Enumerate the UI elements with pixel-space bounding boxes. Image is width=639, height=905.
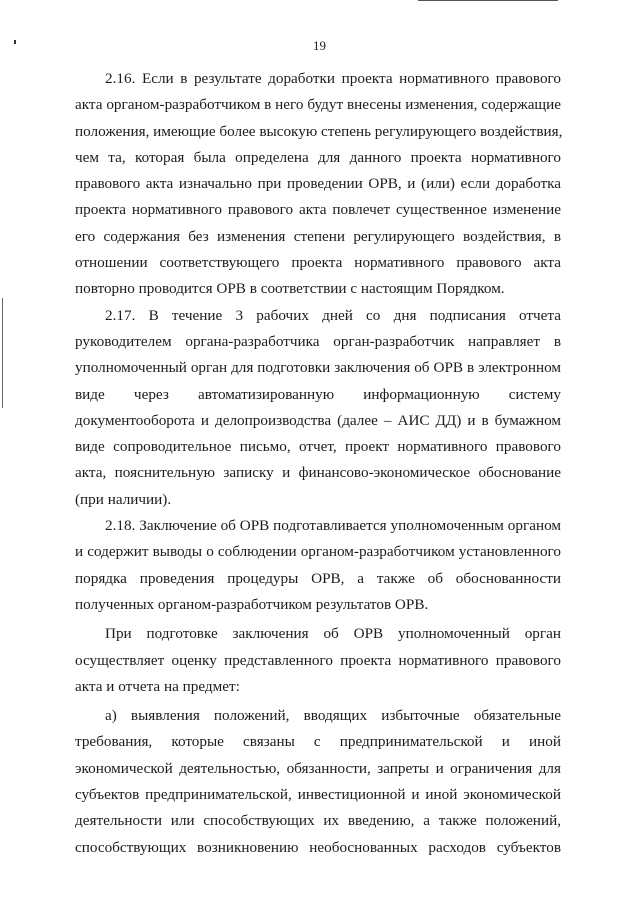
text-line: порядка проведения процедуры ОРВ, а также об обоснованности bbox=[75, 569, 561, 587]
text-line: виде через автоматизированную информационную систему bbox=[75, 385, 561, 403]
paragraph-assessment bbox=[75, 621, 561, 700]
scan-artifact-left-bar bbox=[2, 298, 3, 408]
document-body bbox=[75, 66, 561, 861]
text-line: способствующих возникновению необоснованных расходов субъектов bbox=[75, 838, 561, 856]
text-line: отношении соответствующего проекта нормативного правового акта bbox=[75, 254, 561, 272]
paragraph-2-17 bbox=[75, 303, 561, 513]
text-line: (при наличии). bbox=[75, 490, 172, 508]
text-line: экономической деятельностью, обязанности, запреты и ограничения для bbox=[75, 759, 561, 777]
text-line: виде сопроводительное письмо, отчет, проект нормативного правового bbox=[75, 438, 561, 456]
text-line: акта, пояснительную записку и финансово-экономическое обоснование bbox=[75, 464, 561, 482]
text-line: 2.18. Заключение об ОРВ подготавливается уполномоченным органом bbox=[105, 517, 561, 535]
text-line: акта и отчета на предмет: bbox=[75, 677, 240, 695]
text-line: проекта нормативного правового акта повлечет существенное изменение bbox=[75, 201, 561, 219]
paragraph-2-16 bbox=[75, 66, 561, 303]
text-line: и содержит выводы о соблюдении органом-разработчиком установленного bbox=[75, 543, 561, 561]
text-line: повторно проводится ОРВ в соответствии с настоящим Порядком. bbox=[75, 280, 505, 298]
text-line: осуществляет оценку представленного проекта нормативного правового bbox=[75, 651, 561, 669]
text-line: руководителем органа-разработчика орган-разработчик направляет в bbox=[75, 332, 561, 350]
text-line: документооборота и делопроизводства (далее – АИС ДД) и в бумажном bbox=[75, 411, 561, 429]
text-line: 2.16. Если в результате доработки проекта нормативного правового bbox=[105, 70, 561, 87]
page-number: 19 bbox=[313, 38, 326, 53]
text-line: а) выявления положений, вводящих избыточные обязательные bbox=[105, 707, 561, 725]
text-line: положения, имеющие более высокую степень регулирующего воздействия, bbox=[75, 122, 563, 140]
text-line: 2.17. В течение 3 рабочих дней со дня подписания отчета bbox=[105, 306, 561, 324]
paragraph-item-a bbox=[75, 703, 561, 861]
text-line: акта органом-разработчиком в него будут внесены изменения, содержащие bbox=[75, 96, 561, 114]
scan-artifact-top-right bbox=[418, 0, 558, 1]
text-line: субъектов предпринимательской, инвестиционной и иной экономической bbox=[75, 786, 561, 804]
text-line: полученных органом-разработчиком результатов ОРВ. bbox=[75, 595, 429, 613]
text-line: деятельности или способствующих их введению, а также положений, bbox=[75, 812, 561, 830]
text-line: При подготовке заключения об ОРВ уполномоченный орган bbox=[105, 625, 561, 643]
text-line: его содержания без изменения степени регулирующего воздействия, в bbox=[75, 227, 561, 245]
paragraph-2-18 bbox=[75, 513, 561, 618]
text-line: правового акта изначально при проведении ОРВ, и (или) если доработка bbox=[75, 175, 561, 193]
text-line: требования, которые связаны с предпринимательской и иной bbox=[75, 733, 561, 751]
text-line: уполномоченный орган для подготовки заключения об ОРВ в электронном bbox=[75, 359, 561, 377]
text-line: чем та, которая была определена для данного проекта нормативного bbox=[75, 148, 561, 166]
